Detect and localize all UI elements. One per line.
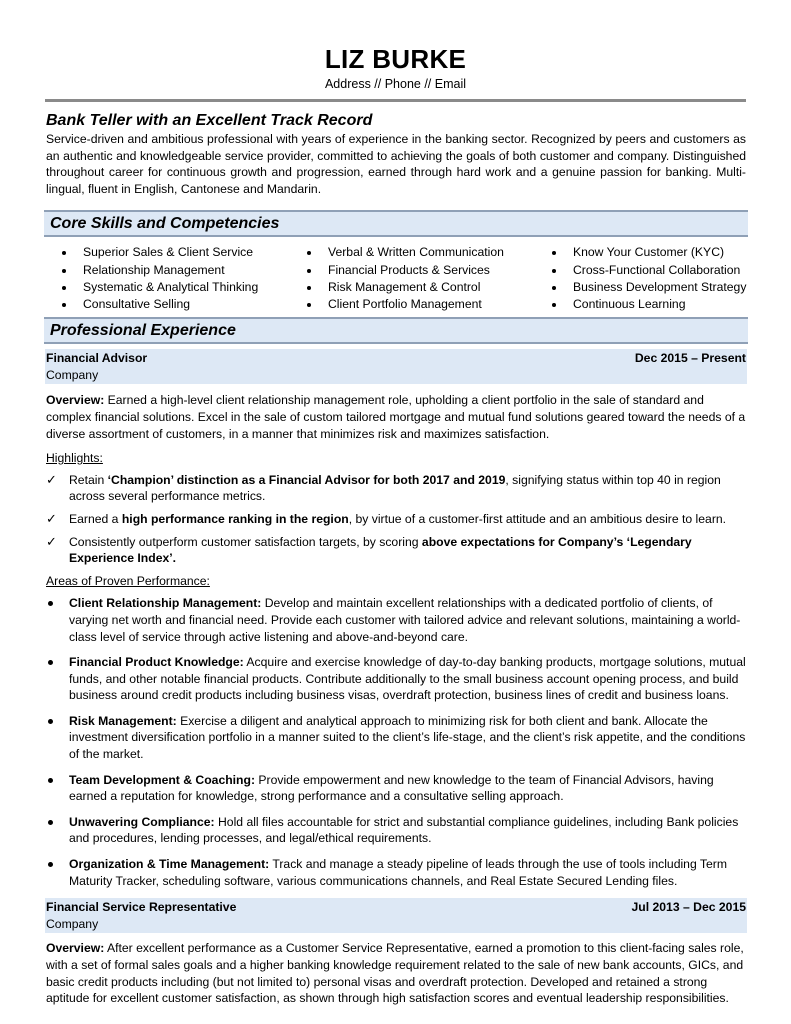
area-item: Client Relationship Management: Develop and maintain excellent relationships with a dedicated portfolio of clients, of varying net worth and financial need. Provide each customer with tailored advice and relevant solutions, maintaining a world-class level of service through active listening and above-and-beyond care.: [46, 595, 746, 645]
skill-item: Business Development Strategy: [536, 279, 746, 296]
company-name: Company: [46, 916, 99, 931]
highlights-list: [46, 472, 746, 567]
resume-content: [46, 111, 746, 1007]
checkmark-icon: ✓: [46, 471, 57, 487]
overview-label: Overview:: [46, 393, 105, 408]
skill-item: Consultative Selling: [46, 296, 291, 313]
experience-heading: Professional Experience: [44, 317, 748, 344]
overview-text: After excellent performance as a Customer Service Representative, earned a promotion to this client-facing sales role, with a set of formal sales goals and a higher banking knowledge requirement related to the sale of new bank accounts, GICs, and basic credit products including (but not limited to) personal visas and overdraft protection. Developed and retained a strong aptitude for excellent customer satisfaction, as shown through high satisfaction scores and eventual leadership responsibilities.: [46, 941, 744, 1006]
overview-label: Overview:: [46, 941, 105, 956]
job-overview: [46, 392, 746, 442]
candidate-name: LIZ BURKE: [324, 44, 467, 74]
checkmark-icon: ✓: [46, 533, 57, 549]
highlight-item: ✓ Retain ‘Champion’ distinction as a Financial Advisor for both 2017 and 2019, signifying status within top 40 in region across several performance metrics.: [46, 471, 721, 504]
skills-column-1: [46, 244, 291, 313]
skill-item: Superior Sales & Client Service: [46, 244, 291, 261]
skill-item: Financial Products & Services: [291, 262, 536, 279]
overview-text: Earned a high-level client relationship management role, upholding a client portfolio in the sale of standard and complex financial solutions. Excel in the sale of custom tailored mortgage and mutual fund solutions geared toward the needs of a diverse assortment of customers, in a manner that minimizes risk and maximizes satisfaction.: [46, 393, 746, 441]
job-header-financial-service-representative: [45, 898, 747, 933]
skill-item: Relationship Management: [46, 262, 291, 279]
area-item: Team Development & Coaching: Provide empowerment and new knowledge to the team of Financial Advisors, having earned a reputation for knowledge, strong performance and a consultative selling approach.: [46, 772, 746, 805]
skill-item: Cross-Functional Collaboration: [536, 262, 746, 279]
checkmark-icon: ✓: [46, 510, 57, 526]
skill-item: Client Portfolio Management: [291, 296, 536, 313]
skills-list: [46, 244, 746, 313]
skills-heading: Core Skills and Competencies: [44, 210, 748, 237]
areas-heading: Areas of Proven Performance:: [46, 573, 210, 588]
skills-column-2: [291, 244, 536, 313]
skills-column-3: [536, 244, 746, 313]
area-item: Organization & Time Management: Track and manage a steady pipeline of leads through the use of tools including Term Maturity Tracker, scheduling software, various communications channels, and Real Estate Secured Lending files.: [46, 856, 746, 889]
highlight-item: ✓ Consistently outperform customer satisfaction targets, by scoring above expectations for Company’s ‘Legendary Experience Index’.: [46, 533, 692, 566]
skill-item: Continuous Learning: [536, 296, 746, 313]
area-item: Unwavering Compliance: Hold all files accountable for strict and substantial compliance guidelines, including Bank policies and procedures, lending processes, and legal/ethical requirements.: [46, 814, 746, 847]
company-name: Company: [46, 367, 99, 382]
area-item: Financial Product Knowledge: Acquire and exercise knowledge of day-to-day banking products, mortgage solutions, mutual funds, and other notable financial products. Contribute additionally to the small business account opening process, and build business around credit products including business visas, overdraft protection, business lines of credit and business loans.: [46, 654, 746, 704]
summary-title: Bank Teller with an Excellent Track Record: [46, 112, 373, 129]
job-title: Financial Service Representative: [46, 900, 237, 915]
skill-item: Know Your Customer (KYC): [536, 244, 746, 261]
skill-item: Risk Management & Control: [291, 279, 536, 296]
summary-text: Service-driven and ambitious professional with years of experience in the banking sector. Recognized by peers and customers as an authentic and knowledgeable service provider, committed to achieving the goals of both customer and company. Distinguished throughout career for continuous growth and progression, earned through hard work and a genuine passion for banking. Multi-lingual, fluent in English, Cantonese and Mandarin.: [46, 132, 746, 196]
skill-item: Verbal & Written Communication: [291, 244, 536, 261]
job-dates: Dec 2015 – Present: [634, 351, 746, 366]
job-dates: Jul 2013 – Dec 2015: [631, 900, 746, 915]
job-title: Financial Advisor: [46, 351, 148, 366]
highlight-item: ✓ Earned a high performance ranking in the region, by virtue of a customer-first attitude and an ambitious desire to learn.: [46, 510, 727, 526]
job-header-financial-advisor: [45, 349, 747, 384]
contact-line: Address // Phone // Email: [324, 77, 467, 91]
job-overview: [46, 940, 746, 1006]
header-divider: [45, 99, 746, 102]
skill-item: Systematic & Analytical Thinking: [46, 279, 291, 296]
highlights-heading: Highlights:: [46, 451, 103, 466]
areas-list: [46, 595, 746, 889]
area-item: Risk Management: Exercise a diligent and analytical approach to minimizing risk for both client and bank. Allocate the investment diversification portfolio in a manner suited to the client’s life-stage, and the client’s risk appetite, and the conditions of the market.: [46, 713, 746, 763]
